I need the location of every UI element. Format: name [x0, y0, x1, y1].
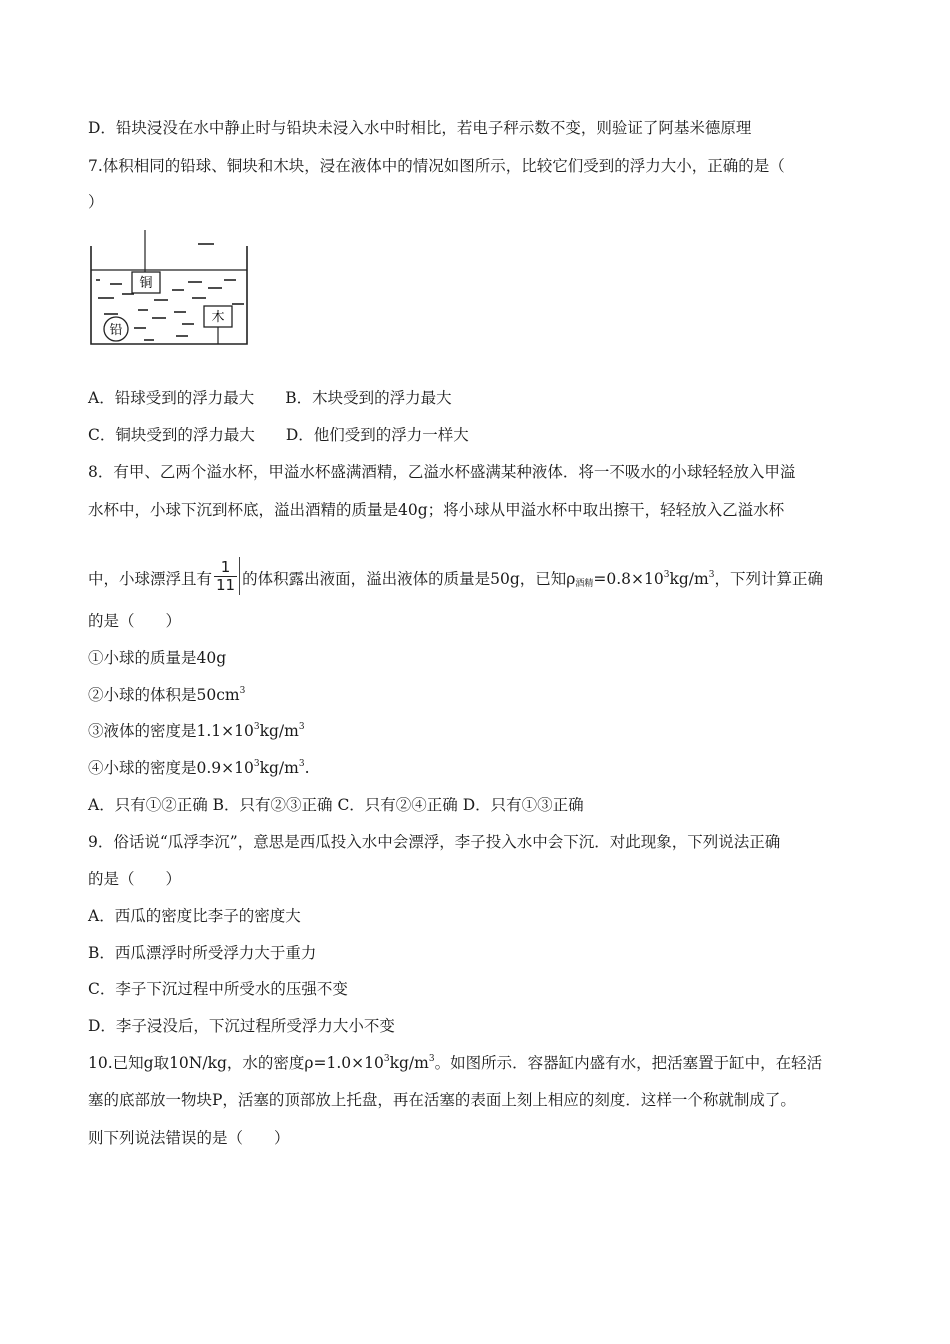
q9-option-c: C．李子下沉过程中所受水的压强不变 [88, 980, 348, 998]
q10-stem-line2: 塞的底部放一物块P，活塞的顶部放上托盘，再在活塞的表面上刻上相应的刻度．这样一个称就制成了。 [88, 1091, 796, 1109]
q9-stem-line2: 的是（ ） [88, 870, 182, 888]
q8-stem-line1: 8．有甲、乙两个溢水杯，甲溢水杯盛满酒精，乙溢水杯盛满某种液体．将一不吸水的小球轻轻放入甲溢 [88, 463, 796, 481]
q8-statement-2: ②小球的体积是$50cm^3$ [88, 686, 246, 704]
q8-statement-4: ④小球的密度是$0.9\times 10^3kg/m^3$. [88, 759, 310, 777]
wood-label: 木 [211, 310, 225, 325]
q9-stem-line1: 9．俗话说“瓜浮李沉”，意思是西瓜投入水中会漂浮，李子投入水中会下沉．对此现象，下列说法正确 [88, 833, 781, 851]
q9-option-a: A．西瓜的密度比李子的密度大 [88, 907, 301, 925]
copper-label: 铜 [139, 276, 153, 291]
q9-option-d: D．李子浸没后，下沉过程所受浮力大小不变 [88, 1017, 395, 1035]
q10-stem-line3: 则下列说法错误的是（ ） [88, 1129, 290, 1147]
q8-stem-line4: 的是（ ） [88, 612, 182, 630]
q7-stem: 7.体积相同的铅球、铜块和木块，浸在液体中的情况如图所示，比较它们受到的浮力大小，正确的是（ [88, 157, 785, 175]
fraction-border [239, 557, 240, 595]
lead-label: 铅 [109, 323, 123, 338]
q7-options-cd: C．铜块受到的浮力最大 D．他们受到的浮力一样大 [88, 426, 469, 444]
q8-options: A．只有①②正确 B．只有②③正确 C．只有②④正确 D．只有①③正确 [88, 796, 584, 814]
q10-stem-line1: 10.已知g取10N/kg，水的密度$\rho=1.0\times 10^3kg/m^3$。如图所示．容器缸内盛有水，把活塞置于缸中，在轻活 [88, 1054, 823, 1072]
fraction-one-eleventh: $\frac{1}{11}$ [216, 557, 236, 594]
q7-options-ab: A．铅球受到的浮力最大 B．木块受到的浮力最大 [88, 389, 452, 407]
q8-statement-1: ①小球的质量是40g [88, 649, 227, 667]
q6-option-d: D．铅块浸没在水中静止时与铅块未浸入水中时相比，若电子秤示数不变，则验证了阿基米德原理 [88, 119, 752, 137]
q7-stem-close: ） [88, 193, 104, 211]
buoyancy-figure [88, 228, 258, 348]
q8-stem-line3: 中，小球漂浮且有 $\frac{1}{11}$ 的体积露出液面，溢出液体的质量是50g，已知$\rho_{酒精}=0.8\times 10^3kg/m^3$，下列计算正确 [88, 557, 823, 594]
q9-option-b: B．西瓜漂浮时所受浮力大于重力 [88, 944, 317, 962]
q8-statement-3: ③液体的密度是$1.1\times 10^3kg/m^3$ [88, 722, 305, 740]
q8-stem-line2: 水杯中，小球下沉到杯底，溢出酒精的质量是40g；将小球从甲溢水杯中取出擦干，轻轻放入乙溢水杯 [88, 501, 785, 519]
